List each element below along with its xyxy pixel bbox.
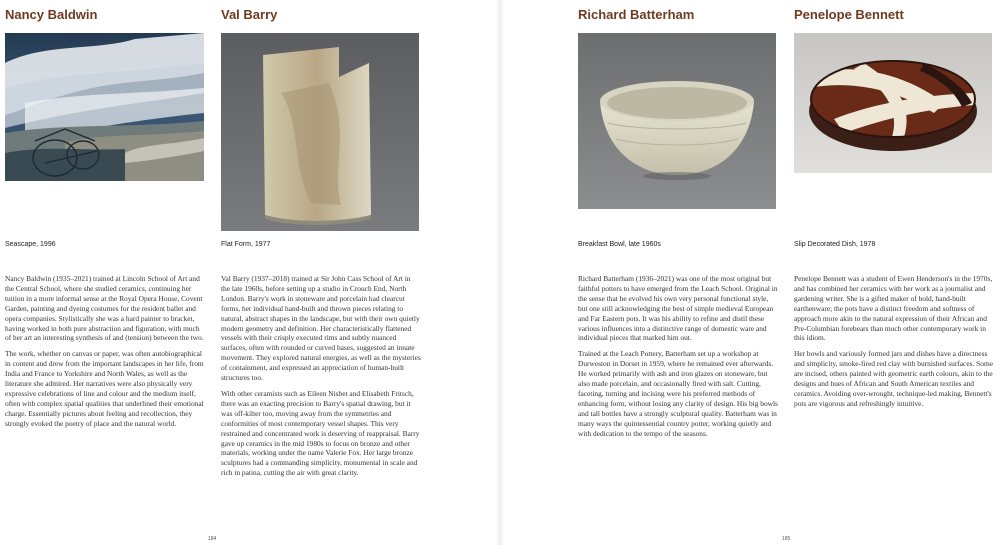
artist-biography (5, 274, 205, 429)
artist-biography (794, 274, 994, 409)
artist-biography (578, 274, 778, 439)
artist-biography (221, 274, 421, 478)
artwork-caption (221, 241, 270, 248)
artist-name: Val Barry (221, 7, 278, 22)
artwork-image-flat-form (221, 33, 419, 231)
bio-paragraph: Val Barry (1937–2018) trained at Sir John Cass School of Art in the late 1960s, before setting up a studio in Crouch End, North London. Barry's work in stoneware and porcelain had clearcut forms, her individual hand-built and thrown pieces relating to natural, abstract shapes in the landscape, but with their own quietly modern geometry and definition. Her characteristically flattened vessels with their crisply executed rims and subtly nuanced surfaces, often with rounded or curved bases, suggested an innate movement. They explored natural energies, as well as the mysteries of containment, and expressed an appreciation of human-built structures too. (221, 274, 421, 383)
caption-year: , 1996 (36, 241, 56, 248)
artwork-caption (794, 241, 875, 248)
right-page (500, 0, 1000, 545)
bio-paragraph: Penelope Bennett was a student of Ewen Henderson's in the 1970s, and has combined her ceramics with her work as a journalist and gardening writer. She is a gifted maker of bold, hand-built earthenware; the pots have a distinct freedom and softness of approach more akin to the natural expression of their African and Pre-Columbian forebears than much other contemporary work in this idiom. (794, 274, 993, 343)
artwork-image-slip-decorated-dish (794, 33, 992, 173)
artist-name: Penelope Bennett (794, 7, 904, 22)
artwork-image-seascape (5, 33, 204, 181)
caption-title: Seascape (5, 241, 37, 248)
bio-paragraph: Nancy Baldwin (1935–2021) trained at Lincoln School of Art and the Central School, where she studied ceramics, continuing her tuition in a more informal sense at the Royal Opera House, Covent Garden, painting and dyeing costumes for the resident ballet and opera companies. Stylistically she was a hard painter to bracket, having worked in both pure abstraction and figuration, with much of her art an interesting synthesis of and (tension) between the two. (5, 274, 204, 343)
artist-name: Nancy Baldwin (5, 7, 98, 22)
bio-paragraph: Her bowls and variously formed jars and dishes have a directness and simplicity, smoke-fired red clay with burnished surfaces. Some are incised, others painted with geometric earth colours, akin to the designs and hues of African and South American textiles and ceramics. Avoiding over-wrought, technique-led making, Bennett's pots are vigorous and refreshingly intuitive. (794, 349, 994, 408)
artist-name: Richard Batterham (578, 7, 695, 22)
caption-year: , late 1960s (624, 241, 661, 248)
bio-paragraph: With other ceramists such as Eileen Nisbet and Elisabeth Fritsch, there was an exacting precision to Barry's spatial drawing, but it was off-kilter too, moving away from the symmetries and conformities of most contemporary vessel shapes. This very restrained and concentrated work is deserving of reappraisal. Barry gave up ceramics in the mid 1980s to focus on bronze and other materials, working under the name Valerie Fox. Her large bronze sculptures had a commanding simplicity, monumental in scale and rich in patina, cutting the air with great clarity. (221, 388, 420, 478)
page-number-right: 185 (782, 536, 791, 542)
bio-paragraph: The work, whether on canvas or paper, was often autobiographical in content and drew from the important landscapes in her life, from India and France to Yorkshire and North Wales, as well as the literature she admired. Her narratives were also physically very expressive celebrations of line and colour and the medium itself, often with complex spatial qualities that underlined their emotional charge. Essentially pictures about feeling and recollection, they strongly evoked the poetry of place and the natural world. (5, 349, 204, 428)
artwork-image-breakfast-bowl (578, 33, 776, 209)
caption-title: Slip Decorated Dish (794, 241, 856, 248)
bio-paragraph: Trained at the Leach Pottery, Batterham set up a workshop at Durweston in Dorset in 1959, where he remained ever afterwards. He worked primarily with ash and iron glazes on stoneware, but also made porcelain, and occasionally fired with salt. Cutting, faceting, turning and incising were his preferred methods of enhancing form, without losing any clarity of design. His big bowls and tall bottles have a strongly sculptural quality. Batterham was in many ways the quintessential country potter, working quietly and with dedication to the tempo of the seasons. (578, 349, 778, 438)
page-number-left: 184 (208, 536, 217, 542)
artwork-caption (5, 241, 56, 248)
bio-paragraph: Richard Batterham (1936–2021) was one of the most original but faithful potters to have emerged from the Leach School. Original in the sense that he evolved his own very personal functional style, but one still acknowledging the best of simple medieval European and Far Eastern pots. It was his ability to refine and distil these various influences into a distinctive range of domestic ware and individual pieces that marked him out. (578, 274, 778, 343)
caption-title: Breakfast Bowl (578, 241, 625, 248)
caption-year: , 1978 (855, 241, 876, 248)
caption-title: Flat Form (221, 241, 251, 248)
caption-year: , 1977 (250, 241, 271, 248)
artwork-caption (578, 241, 661, 248)
